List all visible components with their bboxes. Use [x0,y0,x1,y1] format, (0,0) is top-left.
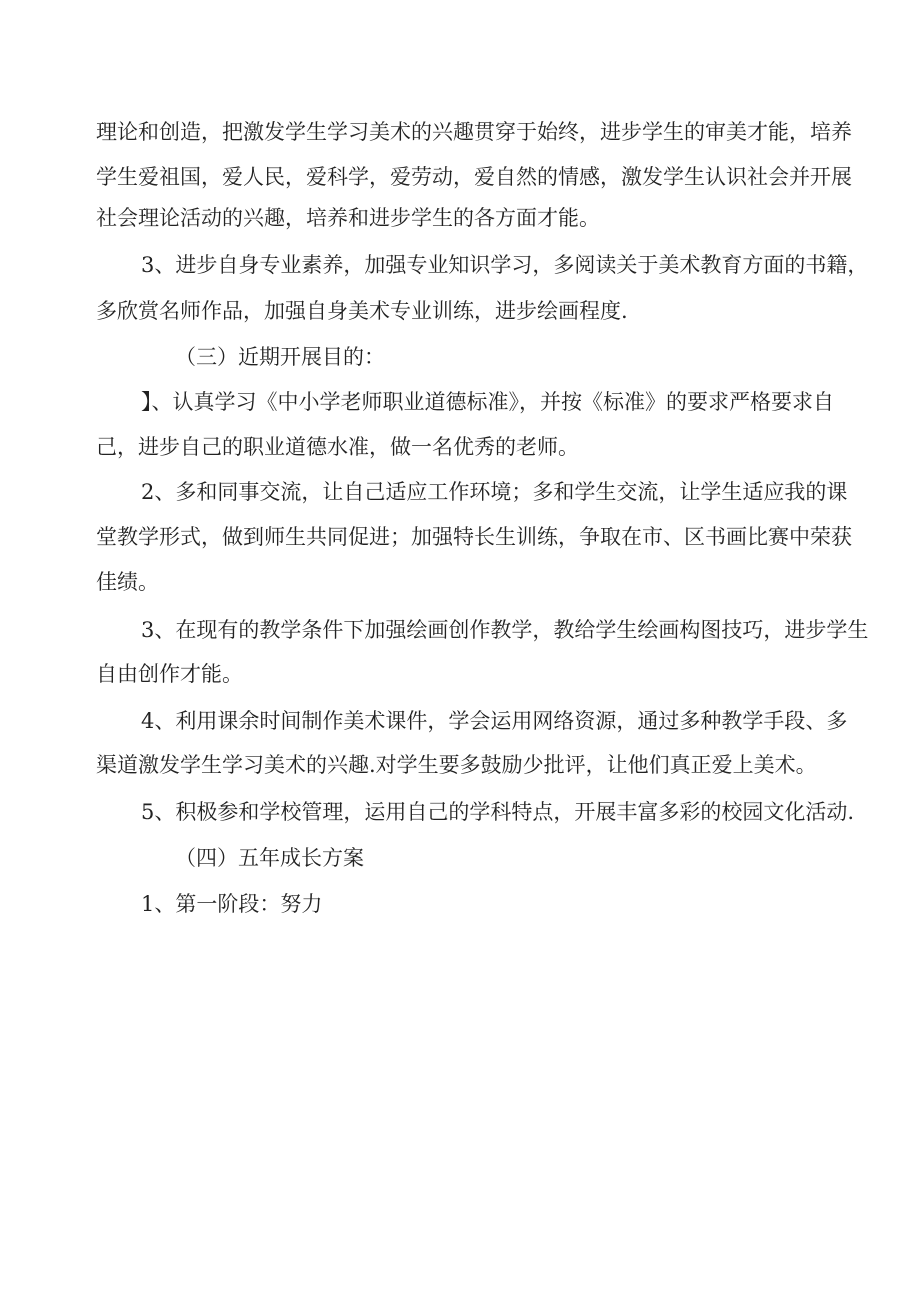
text-line: 社会理论活动的兴趣，培养和进步学生的各方面才能。 [96,206,600,230]
text-line: 3、在现有的教学条件下加强绘画创作教学，教给学生绘画构图技巧，进步学生 [141,618,869,642]
section-heading: （四）五年成长方案 [175,846,364,870]
text-line: 】、认真学习《中小学老师职业道德标准》，并按《标准》的要求严格要求自 [141,390,834,414]
text-line: 3、进步自身专业素养，加强专业知识学习，多阅读关于美术教育方面的书籍， [141,253,869,277]
text-line: 堂教学形式，做到师生共同促进；加强特长生训练，争取在市、区书画比赛中荣获 [96,525,852,549]
text-line: 2、多和同事交流，让自己适应工作环境；多和学生交流，让学生适应我的课 [141,480,848,504]
text-line: 5、积极参和学校管理，运用自己的学科特点，开展丰富多彩的校园文化活动. [141,800,855,824]
text-line: 学生爱祖国，爱人民，爱科学，爱劳动，爱自然的情感，激发学生认识社会并开展 [96,165,852,189]
text-line: 多欣赏名师作品，加强自身美术专业训练，进步绘画程度. [96,299,628,323]
text-line: 4、利用课余时间制作美术课件，学会运用网络资源，通过多种教学手段、多 [141,709,848,733]
text-line: 理论和创造，把激发学生学习美术的兴趣贯穿于始终，进步学生的审美才能，培养 [96,120,852,144]
section-heading: （三）近期开展目的： [175,345,385,369]
text-line: 佳绩。 [96,570,159,594]
text-line: 渠道激发学生学习美术的兴趣.对学生要多鼓励少批评，让他们真正爱上美术。 [96,753,817,777]
text-line: 1、第一阶段：努力 [141,892,323,916]
text-line: 自由创作才能。 [96,662,243,686]
text-line: 己，进步自己的职业道德水准，做一名优秀的老师。 [96,435,579,459]
